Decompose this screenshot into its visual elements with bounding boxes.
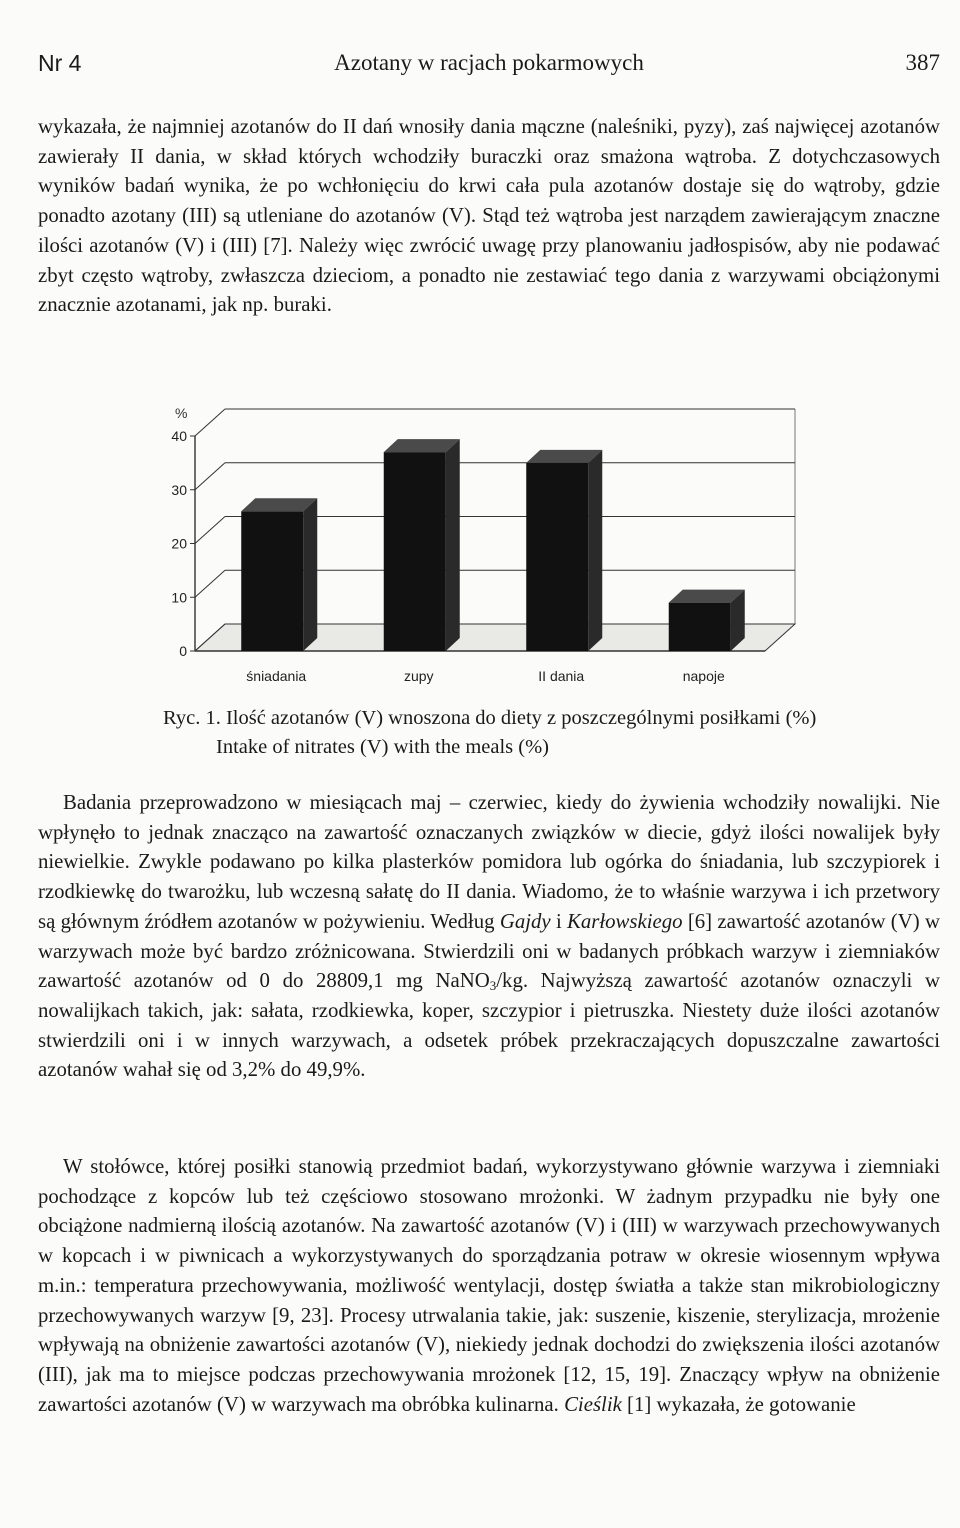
paragraph-2-text-b: [6] zawartość azotanów (V) w warzywach może być bardzo zróżnicowana. Stwierdzili oni w badanych próbkach warzyw i ziemniaków zawartość azotanów od 0 do 28809,1 mg NaNO (38, 909, 940, 993)
bar-front (241, 511, 303, 651)
citation-author-gajda: Gajdy (499, 909, 551, 933)
caption-label: Ryc. 1. (163, 707, 221, 729)
bar-side (446, 439, 460, 651)
x-category-label: napoje (682, 668, 725, 684)
paragraph-3 (38, 1152, 940, 1419)
paragraph-2 (38, 788, 940, 1085)
bar-front (526, 463, 588, 651)
bar-front (669, 603, 731, 651)
paragraph-3-text-b: [1] wykazała, że gotowanie (627, 1392, 856, 1416)
y-tick-label: 40 (171, 428, 187, 444)
gridline-diagonal (195, 570, 225, 597)
paragraph-2-text-a: Badania przeprowadzono w miesiącach maj – czerwiec, kiedy do żywienia wchodziły nowalijki. Nie wpłynęło to jednak znacząco na zawartość oznaczanych związków w diecie, gdyż ilości nowalijek były niewielkie. Zwykle podawano po kilka plasterków pomidora lub ogórka do śniadania, lub szczypiorek i rzodkiewkę do twarożku, lub wczesną sałatę do II dania. Wiadomo, że to właśnie warzywa i ich przetwory są głównym źródłem azotanów w pożywieniu. Według (38, 791, 940, 933)
chart-bars (241, 439, 745, 651)
caption-english (163, 733, 816, 762)
gridline-diagonal (195, 463, 225, 490)
nitrate-bar-chart (150, 376, 810, 706)
bar-side (303, 498, 317, 651)
figure-caption (163, 704, 816, 762)
y-tick-label: 20 (171, 535, 187, 552)
x-category-label: II dania (538, 668, 585, 684)
citation-author-karlowski: Karłowskiego (567, 909, 683, 933)
x-category-label: zupy (403, 668, 434, 684)
caption-text-pl: Ilość azotanów (V) wnoszona do diety z poszczególnymi posiłkami (%) (225, 707, 817, 729)
y-tick-label: 30 (171, 481, 187, 498)
citation-author-cieslik: Cieślik (564, 1392, 622, 1416)
subscript-3: 3 (489, 978, 497, 994)
page-number: 387 (905, 50, 940, 75)
paragraph-1: wykazała, że najmniej azotanów do II dań wnosiły dania mączne (naleśniki, pyzy), zaś najwięcej azotanów zawierały II dania, w skład których wchodziły buraczki oraz smażona wątroba. Z dotychczasowych wyników badań wynika, że po wchłonięciu do krwi cała pula azotanów dostaje się do wątroby, gdzie ponadto azotany (III) są utleniane do azotanów (V). Stąd też wątroba jest narządem zawierającym znaczne ilości azotanów (V) i (III) [7]. Należy więc zwrócić uwagę przy planowaniu jadłospisów, aby nie podawać zbyt często wątroby, zwłaszcza dzieciom, a ponadto nie zestawiać tego dania z warzywami obciążonymi znacznie azotanami, jak np. buraki. (38, 115, 940, 317)
page-header (38, 50, 940, 82)
caption-polish (163, 704, 816, 733)
figure-1 (150, 376, 810, 706)
gridline-diagonal (195, 409, 225, 436)
gridline-diagonal (195, 517, 225, 544)
y-tick-label: 10 (171, 589, 187, 606)
bar-side (588, 450, 602, 651)
paragraph-2-text-c: /kg. Najwyższą zawartość azotanów oznaczyli w nowalijkach takich, jak: sałata, rzodkiewka, koper, szczypior i pietruszka. Niestety duże ilości azotanów stwierdzili oni i w innych warzywach, a odsetek próbek przekraczających dopuszczalne zawartości azotanów wahał się od 3,2% do 49,9%. (38, 969, 940, 1082)
x-category-label: śniadania (246, 668, 307, 684)
conjunction: i (555, 909, 562, 933)
y-tick-label: 0 (179, 643, 187, 659)
y-axis-label: % (175, 405, 188, 421)
bar-front (384, 452, 446, 651)
paragraph-3-text-a: W stołówce, której posiłki stanowią przedmiot badań, wykorzystywano głównie warzywa i ziemniaki pochodzące z kopców lub też częściowo stosowano mrożonki. W żadnym przypadku nie były one obciążone nadmierną ilością azotanów. Na zawartość azotanów (V) i (III) w warzywach przechowywanych w kopcach i w piwnicach a wykorzystywanych do sporządzania potraw w okresie wiosennym wpływa m.in.: temperatura przechowywania, możliwość wentylacji, dostęp światła a także stan mikrobiologiczny przechowywanych warzyw [9, 23]. Procesy utrwalania takie, jak: suszenie, kiszenie, sterylizacja, mrożenie wpływają na obniżenie zawartości azotanów (V), niekiedy jednak dochodzi do zwiększenia ilości azotanów (III), jak ma to miejsce podczas przechowywania mrożonek [12, 15, 19]. Znaczący wpływ na obniżenie zawartości azotanów (V) w warzywach ma obróbka kulinarna. (38, 1155, 940, 1416)
caption-text-en: Intake of nitrates (V) with the meals (%) (216, 736, 550, 758)
running-title: Azotany w racjach pokarmowych (334, 50, 644, 75)
issue-number: Nr 4 (38, 50, 82, 76)
